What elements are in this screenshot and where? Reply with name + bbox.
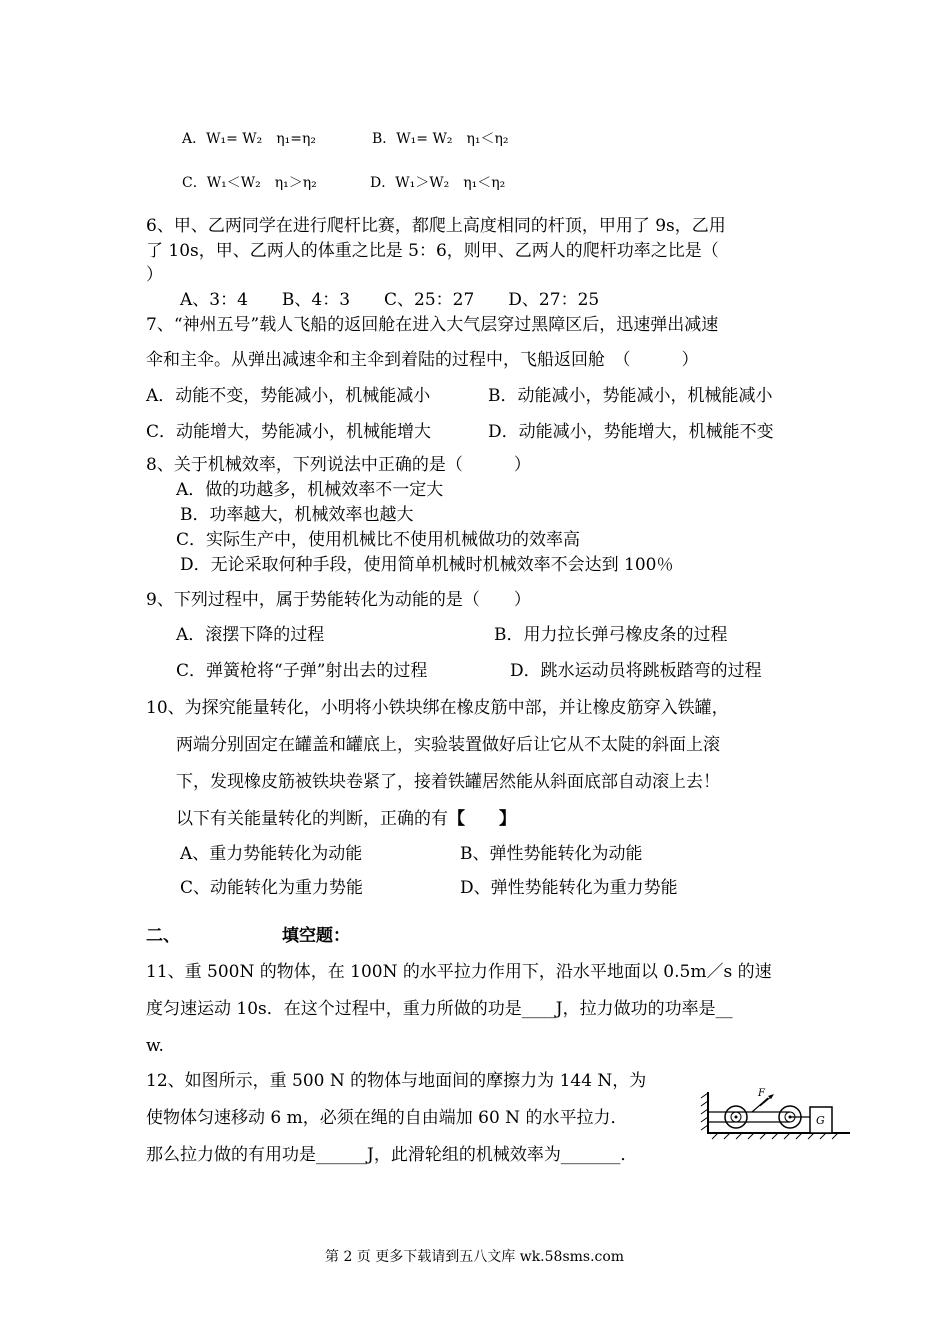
- section-number: 二、: [146, 926, 180, 946]
- q10-line-2: 两端分别固定在罐盖和罐底上，实验装置做好后让它从不太陡的斜面上滚: [176, 735, 720, 755]
- pulley-left-axle: [735, 1116, 738, 1119]
- q5-option-a: A．W₁= W₂ η₁=η₂: [182, 131, 317, 147]
- q7-option-b: B．动能减小，势能减小，机械能减小: [488, 386, 773, 406]
- q7-option-a: A．动能不变，势能减小，机械能减小: [146, 386, 431, 406]
- q6-line-3: ）: [146, 265, 163, 285]
- q8-stem: 8、关于机械效率，下列说法中正确的是（ ）: [146, 455, 531, 475]
- q10-line-4: [176, 808, 516, 830]
- wall-hatch: [701, 1093, 708, 1130]
- q11-line-3: w.: [146, 1036, 164, 1056]
- q10-line-1: 10、为探究能量转化，小明将小铁块绑在橡皮筋中部，并让橡皮筋穿入铁罐，: [146, 698, 729, 718]
- q7-line-2: 伞和主伞。从弹出减速伞和主伞到着陆的过程中，飞船返回舱 （ ）: [146, 350, 699, 370]
- q8-option-a: A．做的功越多，机械效率不一定大: [176, 480, 444, 500]
- q6-line-2: 了 10s，甲、乙两人的体重之比是 5：6，则甲、乙两人的爬杆功率之比是（: [146, 241, 719, 261]
- q6-options: A、3：4 B、4：3 C、25：27 D、27：25: [180, 290, 600, 310]
- q7-option-c: C．动能增大，势能减小，机械能增大: [146, 422, 432, 442]
- q12-line-3: 那么拉力做的有用功是______J，此滑轮组的机械效率为_______．: [146, 1145, 638, 1165]
- q5-option-d: D．W₁＞W₂ η₁＜η₂: [370, 175, 506, 191]
- q10-line-4-text: 以下有关能量转化的判断，正确的有: [176, 809, 448, 829]
- q9-option-a: A．滚摆下降的过程: [176, 625, 325, 645]
- q7-line-1: 7、“神州五号”载人飞船的返回舱在进入大气层穿过黑障区后，迅速弹出减速: [146, 315, 719, 335]
- q12-line-2: 使物体匀速移动 6 m，必须在绳的自由端加 60 N 的水平拉力．: [146, 1108, 628, 1128]
- section-title: 填空题：: [282, 926, 350, 946]
- q5-option-c: C．W₁＜W₂ η₁＞η₂: [182, 175, 317, 191]
- q8-option-b: B．功率越大，机械效率也越大: [180, 505, 414, 525]
- q10-line-3: 下，发现橡皮筋被铁块卷紧了，接着铁罐居然能从斜面底部自动滚上去！: [176, 772, 720, 792]
- pulley-right-axle: [789, 1116, 792, 1119]
- q10-option-b: B、弹性势能转化为动能: [460, 844, 643, 864]
- q7-option-d: D．动能减小，势能增大，机械能不变: [488, 422, 774, 442]
- q11-line-2: 度匀速运动 10s．在这个过程中，重力所做的功是____J，拉力做功的功率是__: [146, 999, 733, 1019]
- q11-line-1: 11、重 500N 的物体，在 100N 的水平拉力作用下，沿水平地面以 0.5m／s 的速: [146, 962, 772, 982]
- q6-line-1: 6、甲、乙两同学在进行爬杆比赛，都爬上高度相同的杆顶，甲用了 9s，乙用: [146, 216, 726, 236]
- q10-option-a: A、重力势能转化为动能: [180, 844, 363, 864]
- q9-option-d: D．跳水运动员将跳板踏弯的过程: [510, 661, 762, 681]
- q10-answer-bracket: 【 】: [448, 809, 516, 829]
- q5-option-b: B．W₁= W₂ η₁＜η₂: [372, 131, 509, 147]
- pulley-diagram: [698, 1082, 853, 1142]
- q10-option-d: D、弹性势能转化为重力势能: [460, 878, 678, 898]
- q12-line-1: 12、如图所示，重 500 N 的物体与地面间的摩擦力为 144 N，为: [146, 1071, 647, 1091]
- q9-stem: 9、下列过程中，属于势能转化为动能的是（ ）: [146, 590, 531, 610]
- q10-option-c: C、动能转化为重力势能: [180, 878, 364, 898]
- block-label: G: [816, 1114, 825, 1127]
- force-label: F: [758, 1088, 765, 1099]
- q8-option-d: D．无论采取何种手段，使用简单机械时机械效率不会达到 100％: [180, 555, 674, 575]
- q9-option-b: B．用力拉长弹弓橡皮条的过程: [494, 625, 728, 645]
- q9-option-c: C．弹簧枪将“子弹”射出去的过程: [176, 661, 428, 681]
- page-footer: 第 2 页 更多下载请到五八文库 wk.58sms.com: [325, 1249, 625, 1265]
- q8-option-c: C．实际生产中，使用机械比不使用机械做功的效率高: [176, 530, 581, 550]
